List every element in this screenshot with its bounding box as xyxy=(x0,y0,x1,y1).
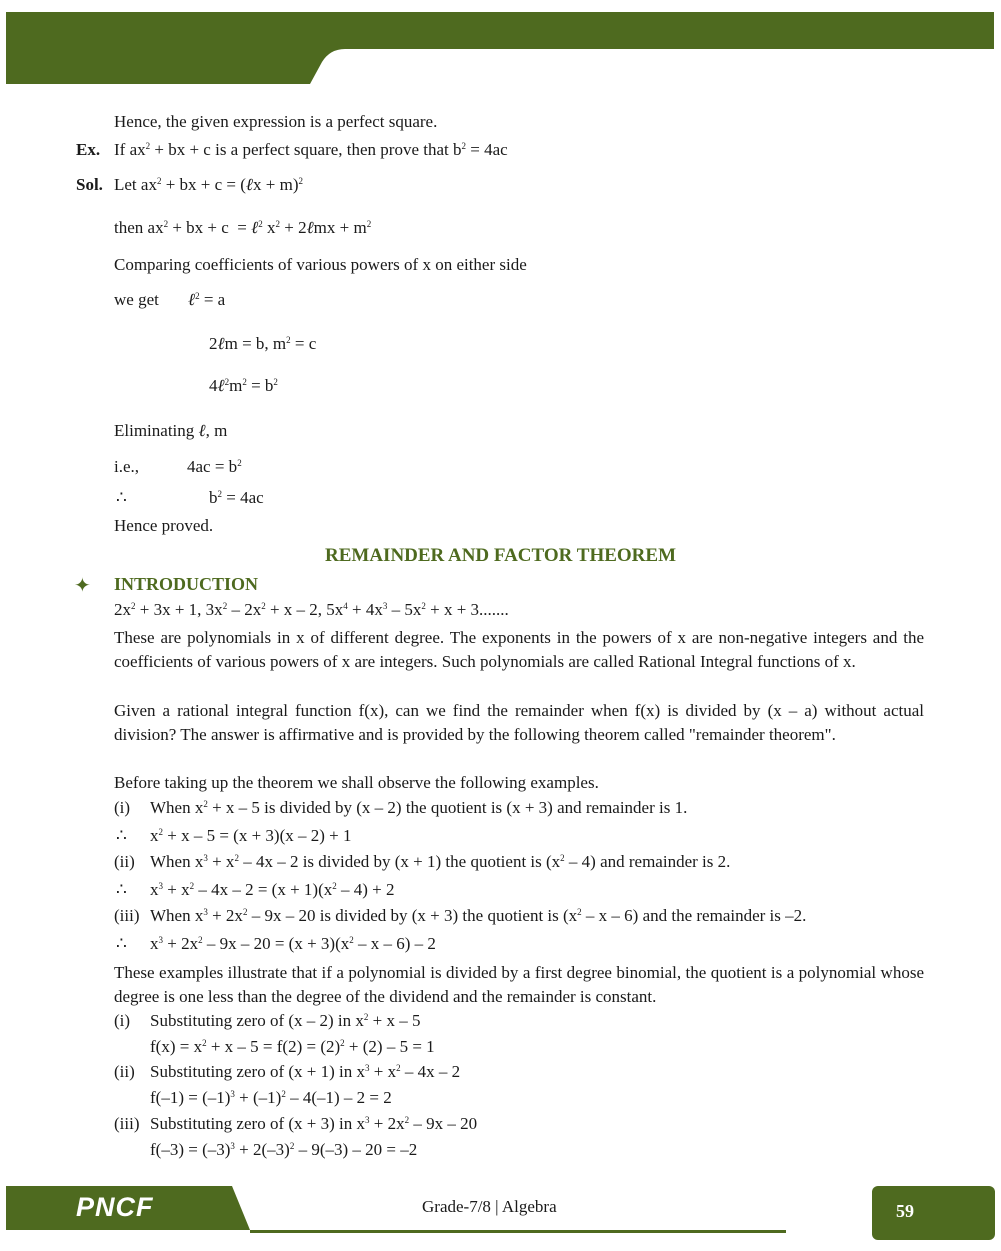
footer-title: Grade-7/8 | Algebra xyxy=(422,1197,557,1216)
substitution-ii-result: $f(-1) = (-1)^3 + (-1)^2 - 4(-1) - 2 = 2$ xyxy=(150,1088,392,1107)
example-ii-label: (ii) xyxy=(114,852,135,871)
solution-let: Let $ax^2$ + bx + c = (ℓx + m)$^2$ xyxy=(114,175,303,194)
eliminating-word: Eliminating xyxy=(114,421,195,440)
example-ii-text: When $x^3 + x^2 - 4x - 2$ is divided by (x + 1) the quotient is $(x^2 - 4)$ and remainder is 2. xyxy=(150,852,731,871)
we-get-label: we get xyxy=(114,290,159,309)
paragraph-before-theorem: Before taking up the theorem we shall observe the following examples. xyxy=(114,773,599,792)
equation-l-squared: ℓ$^2$ = a xyxy=(188,290,226,309)
introduction-heading: INTRODUCTION xyxy=(114,574,259,594)
substitution-ii-text: Substituting zero of (x + 1) in $x^3 + x^2 - 4x - 2$ xyxy=(150,1062,461,1081)
polynomial-list: $2x^2 + 3x + 1$, $3x^2 - 2x^2 + x - 2$, $5x^4 + 4x^3 - 5x^2 + x + 3$....... xyxy=(114,600,509,619)
substitution-i-label: (i) xyxy=(114,1011,131,1030)
example-label: Ex. xyxy=(76,140,101,159)
substitution-i-text: Substituting zero of (x – 2) in $x^2 + x - 5$ xyxy=(150,1011,421,1030)
example-i-label: (i) xyxy=(114,798,131,817)
equation-4l2m2: $4\ell^2m^2 = b^2$ xyxy=(209,376,278,395)
paragraph-illustration: These examples illustrate that if a polynomial is divided by a first degree binomial, the quotient is a polynomial whose degree is one less than the degree of the dividend and the remainder is constant. xyxy=(114,963,924,1006)
example-i-text: When $x^2 + x - 5$ is divided by (x – 2) the quotient is (x + 3) and remainder is 1. xyxy=(150,798,688,817)
paragraph-remainder-question: Given a rational integral function f(x), can we find the remainder when f(x) is divided by (x – a) without actual division? The answer is affirmative and is provided by the following theorem called "remainder theorem". xyxy=(114,701,924,744)
equation-b2: $b^2 = 4ac$ xyxy=(209,488,264,507)
solution-label: Sol. xyxy=(76,175,103,194)
comparing-line: Comparing coefficients of various powers of x on either side xyxy=(114,255,527,274)
example-iii-label: (iii) xyxy=(114,906,140,925)
perfect-square-line: Hence, the given expression is a perfect square. xyxy=(114,112,438,131)
equation-4ac: $4ac = b^2$ xyxy=(187,457,242,476)
example-i-result: $x^2 + x - 5 = (x + 3)(x - 2) + 1$ xyxy=(150,826,352,845)
example-iii-text: When $x^3 + 2x^2 - 9x - 20$ is divided by (x + 3) the quotient is ($x^2$ – x – 6) and the remainder is –2. xyxy=(150,906,807,925)
hence-proved: Hence proved. xyxy=(114,516,214,535)
example-ii-result: $x^3 + x^2 - 4x - 2 = (x + 1)(x^2 - 4) + 2$ xyxy=(150,880,395,899)
therefore-i: ∴ xyxy=(116,826,127,845)
substitution-iii-label: (iii) xyxy=(114,1114,140,1133)
therefore-ii: ∴ xyxy=(116,880,127,899)
equation-2lm: 2ℓm = b, $m^2 = c$ xyxy=(209,334,317,353)
therefore-iii: ∴ xyxy=(116,934,127,953)
solution-expand: then $ax^2$ + bx + c = ℓ$^2$ $x^2$ + 2ℓmx + $m^2$ xyxy=(114,218,372,237)
paragraph-polynomials: These are polynomials in x of different degree. The exponents in the powers of x are non-negative integers and the coefficients of various powers of x are integers. Such polynomials are called Rational Integral functions of x. xyxy=(114,628,924,671)
star-bullet-icon: ✦ xyxy=(74,575,91,597)
brand-logo: PNCF xyxy=(76,1192,154,1222)
example-iii-result: $x^3 + 2x^2 - 9x - 20 = (x + 3)(x^2 - x - 6) - 2$ xyxy=(150,934,436,953)
substitution-ii-label: (ii) xyxy=(114,1062,135,1081)
substitution-iii-result: $f(-3) = (-3)^3 + 2(-3)^2 - 9(-3) - 20 = -2$ xyxy=(150,1140,418,1159)
page-number: 59 xyxy=(896,1201,914,1221)
substitution-iii-text: Substituting zero of (x + 3) in $x^3 + 2x^2 - 9x - 20$ xyxy=(150,1114,478,1133)
header-band xyxy=(0,0,1001,90)
ie-label: i.e., xyxy=(114,457,140,476)
substitution-i-result: $f(x) = x^2 + x - 5 = f(2) = (2)^2 + (2) - 5 = 1$ xyxy=(150,1037,435,1056)
therefore-symbol: ∴ xyxy=(116,488,127,507)
section-title: REMAINDER AND FACTOR THEOREM xyxy=(325,545,676,566)
example-statement: If $ax^2$ + bx + c is a perfect square, then prove that $b^2 = 4ac$ xyxy=(114,140,508,159)
eliminating-line: Eliminating ℓ, m xyxy=(114,421,228,440)
